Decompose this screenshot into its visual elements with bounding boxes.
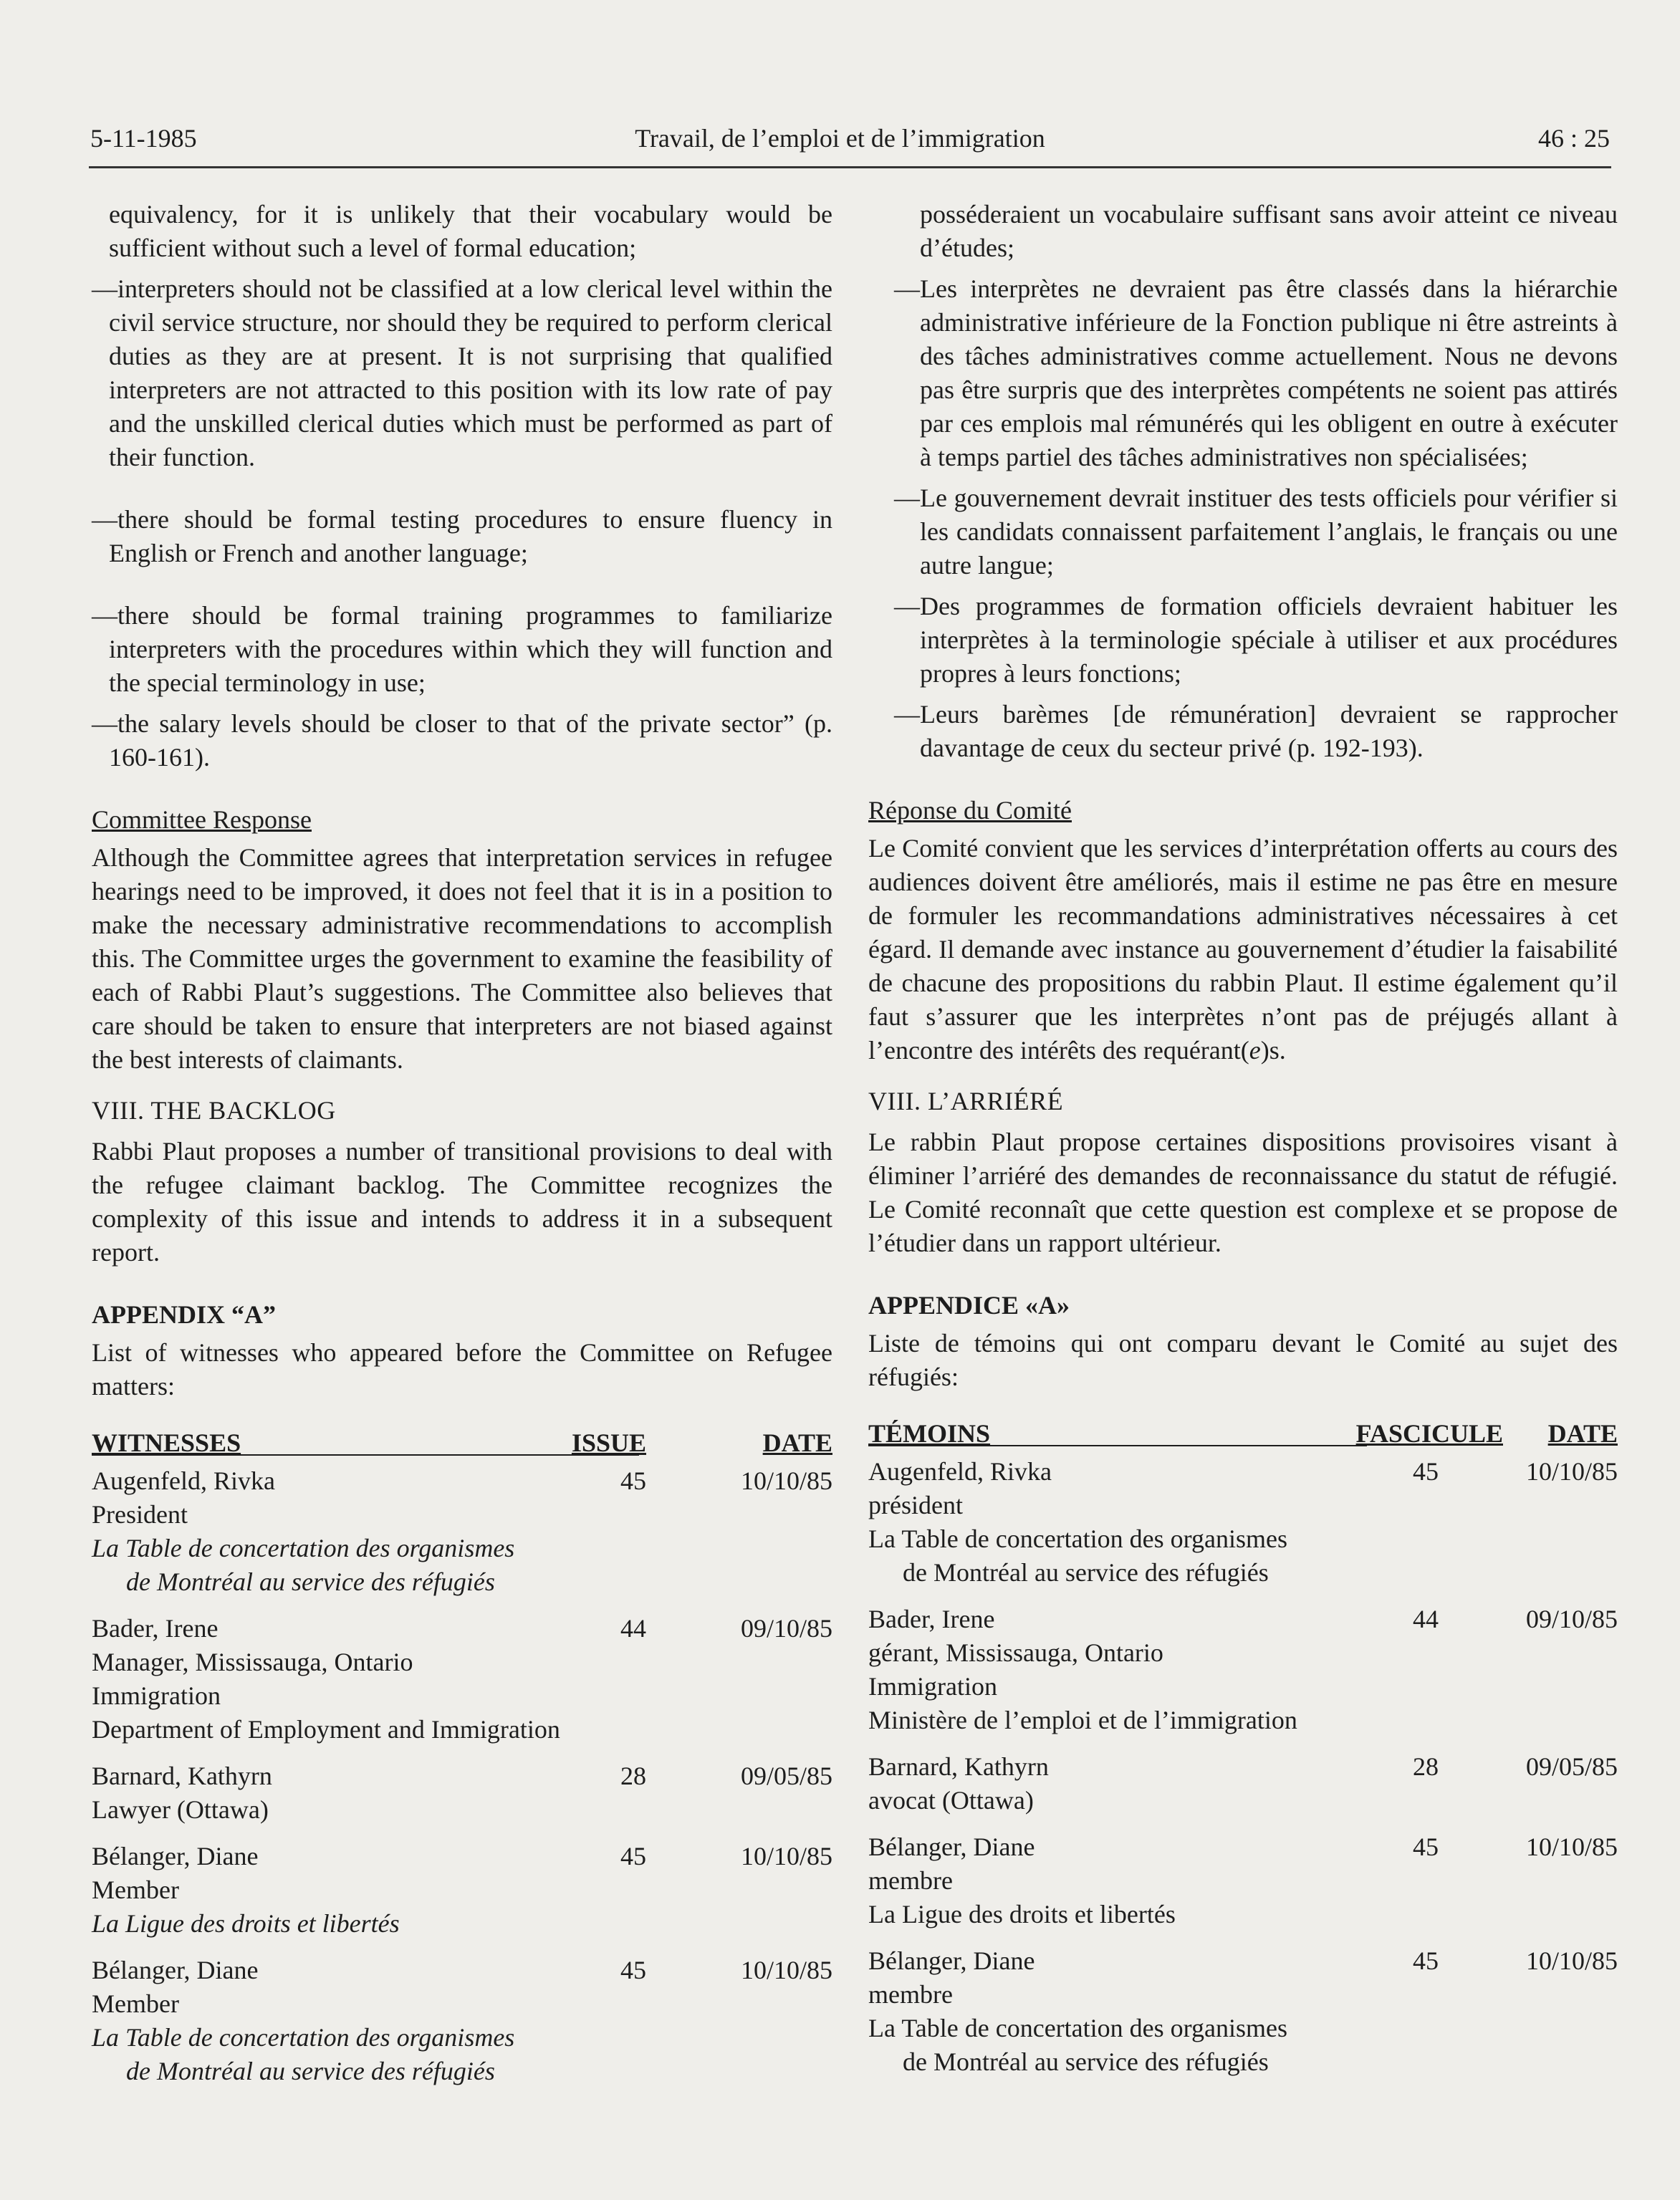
fr-bullet-4: —Leurs barèmes [de rémunération] devraient se rapprocher davantage de ceux du secteur privé (p. 192-193). [894, 700, 1618, 762]
witness-title: President [92, 1500, 188, 1529]
witness-organization: Immigration [92, 1681, 221, 1710]
en-appendix-intro: List of witnesses who appeared before the Committee on Refugee matters: [92, 1338, 832, 1401]
witness-name: Bélanger, Diane [92, 1956, 259, 1984]
table-row [868, 1944, 1618, 2079]
witness-date: 09/05/85 [740, 1762, 832, 1790]
witness-name: Augenfeld, Rivka [92, 1466, 275, 1495]
witness-organization: La Table de concertation des organismes [868, 1524, 1287, 1553]
fr-table-header [868, 1417, 1618, 1451]
witness-title: président [868, 1491, 963, 1519]
table-row [92, 1840, 832, 1941]
header-page-number: 46 : 25 [1537, 124, 1610, 153]
witness-date: 10/10/85 [1525, 1946, 1618, 1975]
witness-organization: Immigration [868, 1672, 997, 1701]
witness-date: 10/10/85 [740, 1466, 832, 1495]
witness-name: Barnard, Kathyrn [868, 1752, 1049, 1781]
witness-name: Barnard, Kathyrn [92, 1762, 272, 1790]
witness-issue: 44 [1413, 1605, 1439, 1633]
en-bullet-2: —there should be formal testing procedures to ensure fluency in English or French and another language; [92, 505, 832, 567]
fr-response-heading: Réponse du Comité [868, 796, 1072, 825]
witness-title: Lawyer (Ottawa) [92, 1795, 269, 1824]
fr-appendix-title: APPENDICE «A» [868, 1291, 1070, 1320]
witness-name: Augenfeld, Rivka [868, 1457, 1052, 1486]
witness-name: Bélanger, Diane [92, 1842, 259, 1870]
en-col-date: DATE [762, 1428, 832, 1457]
witness-issue: 28 [1413, 1752, 1439, 1781]
witness-date: 10/10/85 [1525, 1832, 1618, 1861]
fr-bullet-1: —Les interprètes ne devraient pas être classés dans la hiérarchie administrative inférieure de la Fonction publique ni être astreints à des tâches administratives comme actuellement. Nous ne devons pas être surpris que des interprètes compétents ne soient pas attirés par ces emplois mal rémunérés qui les obligent en outre à exécuter à temps partiel des tâches administratives non spécialisées; [894, 274, 1618, 471]
table-row [868, 1830, 1618, 1931]
fr-section-heading: VIII. L’ARRIÉRÉ [868, 1087, 1064, 1115]
witness-organization: La Table de concertation des organismes [868, 2014, 1287, 2042]
fr-paragraph-1: posséderaient un vocabulaire suffisant sans avoir atteint ce niveau d’études; [920, 200, 1618, 262]
header-title: Travail, de l’emploi et de l’immigration [635, 124, 1045, 153]
witness-title: membre [868, 1980, 953, 2009]
witness-organization-cont: de Montréal au service des réfugiés [126, 2057, 495, 2085]
witness-organization-cont: de Montréal au service des réfugiés [903, 1558, 1269, 1587]
en-paragraph-1: equivalency, for it is unlikely that their vocabulary would be sufficient without such a level of formal education; [109, 200, 832, 262]
witness-title: Manager, Mississauga, Ontario [92, 1648, 413, 1676]
fr-section-text: Le rabbin Plaut propose certaines dispositions provisoires visant à éliminer l’arriéré des demandes de reconnaissance du statut de réfugié. Le Comité reconnaît que cette question est complexe et se propose de l’étudier dans un rapport ultérieur. [868, 1128, 1618, 1257]
fr-response-text: Le Comité convient que les services d’interprétation offerts au cours des audiences doivent être améliorés, mais il estime ne pas être en mesure de formuler les recommandations administratives nécessaires à cet égard. Il demande avec instance au gouvernement d’étudier la faisabilité de chacune des propositions du rabbin Plaut. Il estime également qu’il faut s’assurer que les interprètes n’ont pas de préjugés allant à l’encontre des intérêts des requérant(e)s. [868, 834, 1618, 1065]
en-response-text: Although the Committee agrees that interpretation services in refugee hearings need to be improved, it does not feel that it is in a position to make the necessary administrative recommendations to accomplish this. The Committee urges the government to examine the feasibility of each of Rabbi Plaut’s suggestions. The Committee also believes that care should be taken to ensure that interpreters are not biased against the best interests of claimants. [92, 843, 832, 1074]
witness-issue: 44 [620, 1614, 646, 1643]
en-appendix-title: APPENDIX “A” [92, 1300, 276, 1329]
witness-organization: La Ligue des droits et libertés [92, 1909, 400, 1938]
en-section-text: Rabbi Plaut proposes a number of transitional provisions to deal with the refugee claimant backlog. The Committee recognizes the complexity of this issue and intends to address it in a subsequent report. [92, 1137, 832, 1267]
witness-issue: 45 [620, 1842, 646, 1870]
header-rule [89, 166, 1611, 168]
fr-appendix-intro: Liste de témoins qui ont comparu devant le Comité au sujet des réfugiés: [868, 1329, 1618, 1391]
witness-date: 09/10/85 [1525, 1605, 1618, 1633]
witness-title: avocat (Ottawa) [868, 1786, 1034, 1815]
witness-organization: La Table de concertation des organismes [92, 2023, 515, 2052]
witness-date: 09/05/85 [1525, 1752, 1618, 1781]
witness-issue: 45 [1413, 1457, 1439, 1486]
witness-name: Bélanger, Diane [868, 1832, 1035, 1861]
witness-issue: 45 [620, 1466, 646, 1495]
en-response-heading: Committee Response [92, 805, 312, 834]
witness-organization-cont: de Montréal au service des réfugiés [903, 2047, 1269, 2076]
witness-date: 10/10/85 [740, 1842, 832, 1870]
en-section-heading: VIII. THE BACKLOG [92, 1096, 336, 1125]
fr-col-date: DATE [1547, 1419, 1618, 1448]
en-col-witnesses: WITNESSES [92, 1426, 532, 1460]
fr-col-issue: FASCICULE [1355, 1419, 1503, 1448]
table-row [868, 1750, 1618, 1817]
en-col-issue: ISSUE [571, 1428, 646, 1457]
header-date: 5-11-1985 [90, 124, 197, 153]
table-row [92, 1759, 832, 1827]
witness-organization-cont: Ministère de l’emploi et de l’immigration [868, 1706, 1297, 1734]
witness-date: 09/10/85 [740, 1614, 832, 1643]
witness-issue: 45 [1413, 1946, 1439, 1975]
en-table-header [92, 1426, 832, 1460]
french-column [868, 198, 1618, 2092]
witness-name: Bader, Irene [868, 1605, 995, 1633]
witness-issue: 45 [620, 1956, 646, 1984]
table-row [92, 1612, 832, 1747]
witness-organization: La Table de concertation des organismes [92, 1534, 515, 1562]
table-row [92, 1954, 832, 2088]
table-row [868, 1603, 1618, 1737]
fr-bullet-3: —Des programmes de formation officiels devraient habituer les interprètes à la terminologie spéciale à utiliser et aux procédures propres à leurs fonctions; [894, 592, 1618, 688]
table-row [868, 1455, 1618, 1590]
witness-title: gérant, Mississauga, Ontario [868, 1638, 1163, 1667]
witness-name: Bader, Irene [92, 1614, 219, 1643]
fr-bullet-2: —Le gouvernement devrait instituer des tests officiels pour vérifier si les candidats connaissent parfaitement l’anglais, le français ou une autre langue; [894, 484, 1618, 580]
witness-organization: La Ligue des droits et libertés [868, 1900, 1176, 1928]
fr-col-witnesses: TÉMOINS [868, 1417, 1338, 1451]
witness-title: membre [868, 1866, 953, 1895]
witness-issue: 28 [620, 1762, 646, 1790]
witness-issue: 45 [1413, 1832, 1439, 1861]
witness-organization-cont: Department of Employment and Immigration [92, 1715, 560, 1744]
witness-organization-cont: de Montréal au service des réfugiés [126, 1567, 495, 1596]
en-bullet-4: —the salary levels should be closer to that of the private sector” (p. 160-161). [92, 709, 832, 772]
witness-name: Bélanger, Diane [868, 1946, 1035, 1975]
witness-date: 10/10/85 [1525, 1457, 1618, 1486]
en-bullet-1: —interpreters should not be classified at a low clerical level within the civil service structure, nor should they be required to perform clerical duties as they are at present. It is not surprising that qualified interpreters are not attracted to this position with its low rate of pay and the unskilled clerical duties which must be performed as part of their function. [92, 274, 832, 471]
en-bullet-3: —there should be formal training programmes to familiarize interpreters with the procedures within which they will function and the special terminology in use; [92, 601, 832, 697]
english-column [92, 198, 832, 2101]
witness-date: 10/10/85 [740, 1956, 832, 1984]
witness-title: Member [92, 1875, 179, 1904]
witness-title: Member [92, 1989, 179, 2018]
table-row [92, 1464, 832, 1599]
